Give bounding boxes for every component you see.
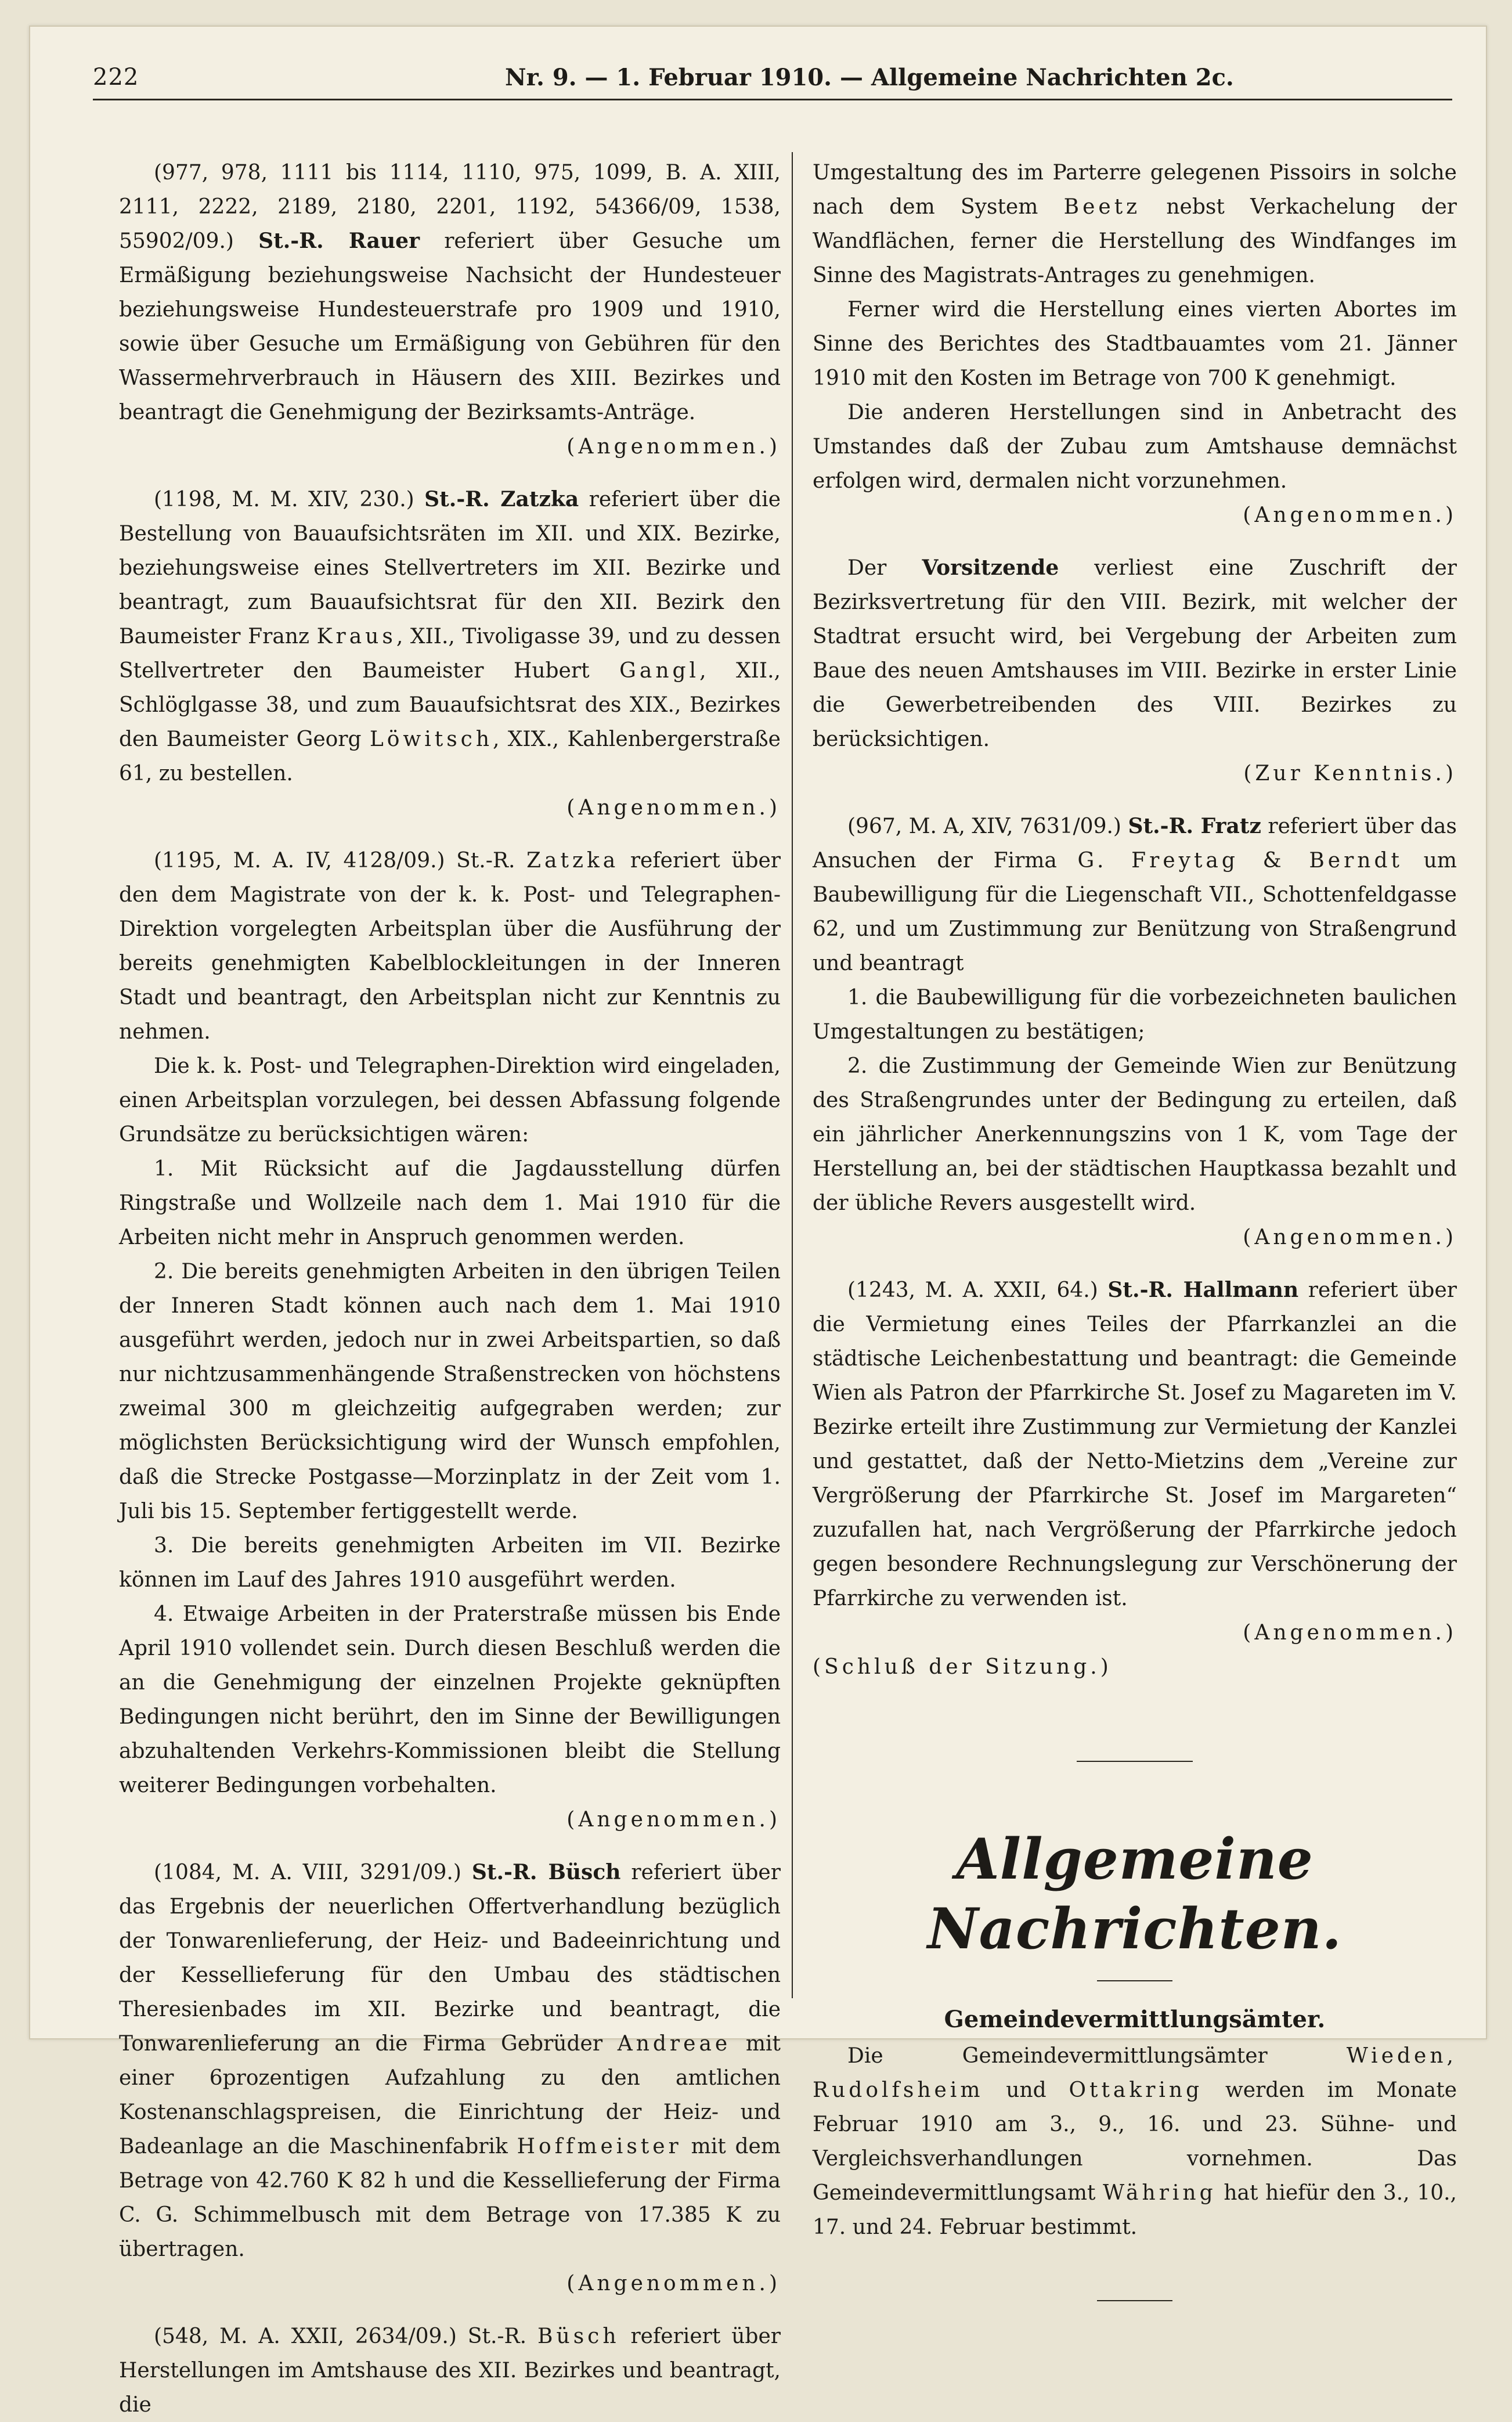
- page-number: 222: [93, 64, 139, 91]
- paragraph-text: referiert über Gesuche um Ermäßigung beziehungsweise Nachsicht der Hundesteuer beziehungsweise Hundesteuerstrafe pro 1909 und 1910, sowie über Gesuche um Ermäßigung von Gebühren für den Wassermehrverbrauch in Häusern des XIII. Bezirkes und beantragt die Genehmigung der Bezirksamts-Anträge.: [119, 229, 781, 424]
- district-name: Ottakring: [1069, 2078, 1203, 2102]
- status-accepted: (Angenommen.): [566, 2272, 781, 2295]
- person-name: Beetz: [1063, 195, 1141, 219]
- paragraph-text: referiert über die Vermietung eines Teiles der Pfarrkanzlei an die städtische Leichenbestattung und beantragt: die Gemeinde Wien als Patron der Pfarrkirche St. Josef zu Magareten im V. Bezirke erteilt ihre Zustimmung zur Vermietung der Kanzlei und gestattet, daß der Netto-Mietzins dem „Vereine zur Vergrößerung der Pfarrkirche St. Josef im Margareten“ zuzufallen hat, nach Vergrößerung der Pfarrkirche jedoch gegen besondere Rechnungslegung zur Verschönerung der Pfarrkirche zu verwenden ist.: [813, 1278, 1457, 1610]
- reference-numbers: (548, M. A. XXII, 2634/09.) St.-R.: [154, 2324, 527, 2348]
- session-closing: (Schluß der Sitzung.): [813, 1655, 1112, 1679]
- paragraph-text: referiert über das Ergebnis der neuerlichen Offertverhandlung bezüglich der Tonwarenlieferung, der Heiz- und Badeeinrichtung und der Kessellieferung für den Umbau des städtischen Theresienbades im XII. Bezirke und beantragt, die Tonwarenlieferung an die Firma Gebrüder: [119, 1861, 781, 2056]
- header-rule: [93, 99, 1452, 100]
- paragraph-text: mit dem Betrage von 42.760 K 82 h und die Kessellieferung der Firma C. G. Schimmelbusch mit dem Betrage von 17.385 K zu übertragen.: [119, 2135, 781, 2261]
- reference-numbers: (1084, M. A. VIII, 3291/09.): [154, 1861, 461, 1884]
- paragraph-text: Die anderen Herstellungen sind in Anbetracht des Umstandes daß der Zubau zum Amtshause demnächst erfolgen wird, dermalen nicht vorzunehmen.: [813, 401, 1457, 493]
- subsection-title: Gemeindevermittlungsämter.: [944, 2006, 1326, 2033]
- paragraph-text: Der: [847, 556, 887, 580]
- page-header: [93, 56, 1428, 93]
- paragraph-text: Ferner wird die Herstellung eines vierten Abortes im Sinne des Berichtes des Stadtbauamtes vom 21. Jänner 1910 mit den Kosten im Betrage von 700 K genehmigt.: [813, 298, 1457, 390]
- status-accepted: (Angenommen.): [1243, 503, 1457, 527]
- district-name: Währing: [1103, 2181, 1217, 2205]
- paragraph-text: und: [1006, 2078, 1047, 2102]
- speaker-name: St.-R. Zatzka: [424, 487, 579, 511]
- column-divider: [792, 152, 793, 1998]
- left-column: [119, 156, 781, 2422]
- list-item: 4. Etwaige Arbeiten in der Praterstraße müssen bis Ende April 1910 vollendet sein. Durch diesen Beschluß werden die an die Genehmigung der einzelnen Projekte geknüpften Bedingungen nicht berührt, den im Sinne der Bewilligungen abzuhaltenden Verkehrs-Kommissionen bleibt die Stellung weiterer Bedingungen vorbehalten.: [119, 1602, 781, 1797]
- paragraph-text: Die Gemeindevermittlungsämter: [847, 2044, 1268, 2068]
- section-divider: [1077, 1761, 1193, 1762]
- company-name: Andreae: [617, 2032, 731, 2056]
- district-name: Wieden, Rudolfsheim: [813, 2044, 1457, 2102]
- speaker-name: St.-R. Büsch: [471, 1860, 621, 1884]
- paragraph-text: referiert über das Ansuchen der Firma: [813, 814, 1457, 873]
- paragraph-vorsitzende: [813, 551, 1457, 756]
- reference-numbers: (1198, M. M. XIV, 230.): [154, 488, 414, 511]
- reference-numbers: (967, M. A, XIV, 7631/09.): [847, 814, 1121, 838]
- section-title: Allgemeine Nachrichten.: [927, 1826, 1343, 1962]
- reference-numbers: (1195, M. A. IV, 4128/09.) St.-R.: [154, 849, 515, 873]
- status-noted: (Zur Kenntnis.): [1243, 762, 1457, 785]
- list-item: 3. Die bereits genehmigten Arbeiten im VII. Bezirke können im Lauf des Jahres 1910 ausgeführt werden.: [119, 1534, 781, 1592]
- paragraph-text: um Baubewilligung für die Liegenschaft VII., Schottenfeldgasse 62, und um Zustimmung zur Benützung von Straßengrund und beantragt: [813, 849, 1457, 975]
- right-column: [813, 156, 1457, 2301]
- speaker-name: Vorsitzende: [922, 556, 1059, 580]
- paragraph-text: Die k. k. Post- und Telegraphen-Direktion wird eingeladen, einen Arbeitsplan vorzulegen, bei dessen Abfassung folgende Grundsätze zu berücksichtigen wären:: [119, 1054, 781, 1147]
- list-item: 1. Mit Rücksicht auf die Jagdausstellung dürfen Ringstraße und Wollzeile nach dem 1. Mai 1910 für die Arbeiten nicht mehr in Anspruch genommen werden.: [119, 1157, 781, 1249]
- paragraph-text: mit einer 6prozentigen Aufzahlung zu den amtlichen Kostenanschlagspreisen, die Einrichtung der Heiz- und Badeanlage an die Maschinenfabrik: [119, 2032, 781, 2158]
- paragraph-busch-theresienbad: [119, 1855, 781, 2266]
- status-accepted: (Angenommen.): [566, 435, 781, 459]
- paragraph-gemeindevermittlung: [813, 2039, 1457, 2244]
- title-rule: [1097, 1980, 1172, 1981]
- paragraph-zatzka-arbeitsplan: [119, 844, 781, 1049]
- paragraph-busch-amtshaus: [119, 2319, 781, 2422]
- paragraph-text: referiert über die Bestellung von Bauaufsichtsräten im XII. und XIX. Bezirke, beziehungsweise eines Stellvertreters im XII. Bezirke und beantragt, zum Bauaufsichtsrat für den XII. Bezirk den Baumeister Franz: [119, 488, 781, 648]
- person-name: Kraus: [316, 625, 396, 648]
- paragraph-text: , XII., Schlöglgasse 38, und zum Bauaufsichtsrat des XIX., Bezirkes den Baumeister Georg: [119, 659, 781, 751]
- speaker-name: Büsch: [537, 2324, 620, 2348]
- list-item: 2. die Zustimmung der Gemeinde Wien zur Benützung des Straßengrundes unter der Bedingung zu erteilen, daß ein jährlicher Anerkennungszins von 1 K, vom Tage der Herstellung an, bei der städtischen Hauptkassa bezahlt und der übliche Revers ausgestellt wird.: [813, 1054, 1457, 1215]
- person-name: Gangl: [619, 659, 700, 683]
- status-accepted: (Angenommen.): [1243, 1226, 1457, 1249]
- paragraph-text: Umgestaltung des im Parterre gelegenen Pissoirs in solche nach dem System: [813, 161, 1457, 219]
- reference-numbers: (977, 978, 1111 bis 1114, 1110, 975, 1099, B. A. XIII, 2111, 2222, 2189, 2180, 2201, 1192, 54366/09, 1538, 55902/09.): [119, 161, 781, 253]
- list-item: 1. die Baubewilligung für die vorbezeichneten baulichen Umgestaltungen zu bestätigen;: [813, 986, 1457, 1044]
- person-name: Löwitsch: [369, 727, 493, 751]
- paragraph-text: referiert über den dem Magistrate von der k. k. Post- und Telegraphen-Direktion vorgelegten Arbeitsplan über die Ausführung der bereits genehmigten Kabelblockleitungen in der Inneren Stadt und beantragt, den Arbeitsplan nicht zur Kenntnis zu nehmen.: [119, 849, 781, 1044]
- paragraph-hallmann: [813, 1273, 1457, 1616]
- paragraph-rauer: [119, 156, 781, 430]
- paragraph-text: , XII., Tivoligasse 39, und zu dessen Stellvertreter den Baumeister Hubert: [119, 625, 781, 683]
- company-name: G. Freytag & Berndt: [1077, 849, 1403, 873]
- paragraph-text: nebst Verkachelung der Wandflächen, ferner die Herstellung des Windfanges im Sinne des Magistrats-Antrages zu genehmigen.: [813, 195, 1457, 287]
- paragraph-zatzka-bauaufsicht: [119, 482, 781, 791]
- paragraph-text: hat hiefür den 3., 10., 17. und 24. Februar bestimmt.: [813, 2181, 1457, 2239]
- paragraph-fratz: [813, 809, 1457, 981]
- reference-numbers: (1243, M. A. XXII, 64.): [847, 1278, 1098, 1302]
- paragraph-text: , XIX., Kahlenbergerstraße 61, zu bestellen.: [119, 727, 781, 785]
- paragraph-text: verliest eine Zuschrift der Bezirksvertretung für den VIII. Bezirk, mit welcher der Stadtrat ersucht wird, bei Vergebung der Arbeiten zum Baue des neuen Amtshauses im VIII. Bezirke in erster Linie die Gewerbetreibenden des VIII. Bezirkes zu berücksichtigen.: [813, 556, 1457, 751]
- speaker-name: St.-R. Fratz: [1128, 814, 1261, 838]
- status-accepted: (Angenommen.): [566, 796, 781, 820]
- paragraph-text: werden im Monate Februar 1910 am 3., 9., 16. und 23. Sühne- und Vergleichsverhandlungen vornehmen. Das Gemeindevermittlungsamt: [813, 2078, 1457, 2205]
- paragraph-continuation: [813, 156, 1457, 293]
- company-name: Hoffmeister: [517, 2135, 682, 2158]
- paragraph-text: referiert über Herstellungen im Amtshause des XII. Bezirkes und beantragt, die: [119, 2324, 781, 2417]
- list-item: 2. Die bereits genehmigten Arbeiten in den übrigen Teilen der Inneren Stadt können auch nach dem 1. Mai 1910 ausgeführt werden, jedoch nur in zwei Arbeitspartien, so daß nur nichtzusammenhängende Straßenstrecken von höchstens zweimal 300 m gleichzeitig aufgegraben werden; zur möglichsten Berücksichtigung wird der Wunsch empfohlen, daß die Strecke Postgasse—Morzinplatz in der Zeit vom 1. Juli bis 15. September fertiggestellt werde.: [119, 1260, 781, 1523]
- speaker-name: St.-R. Rauer: [258, 229, 420, 253]
- status-accepted: (Angenommen.): [566, 1808, 781, 1832]
- running-title: Nr. 9. — 1. Februar 1910. — Allgemeine Nachrichten 2c.: [505, 64, 1234, 91]
- end-divider: [1097, 2300, 1172, 2301]
- speaker-name: St.-R. Hallmann: [1107, 1278, 1299, 1302]
- status-accepted: (Angenommen.): [1243, 1621, 1457, 1645]
- speaker-name: Zatzka: [526, 849, 619, 873]
